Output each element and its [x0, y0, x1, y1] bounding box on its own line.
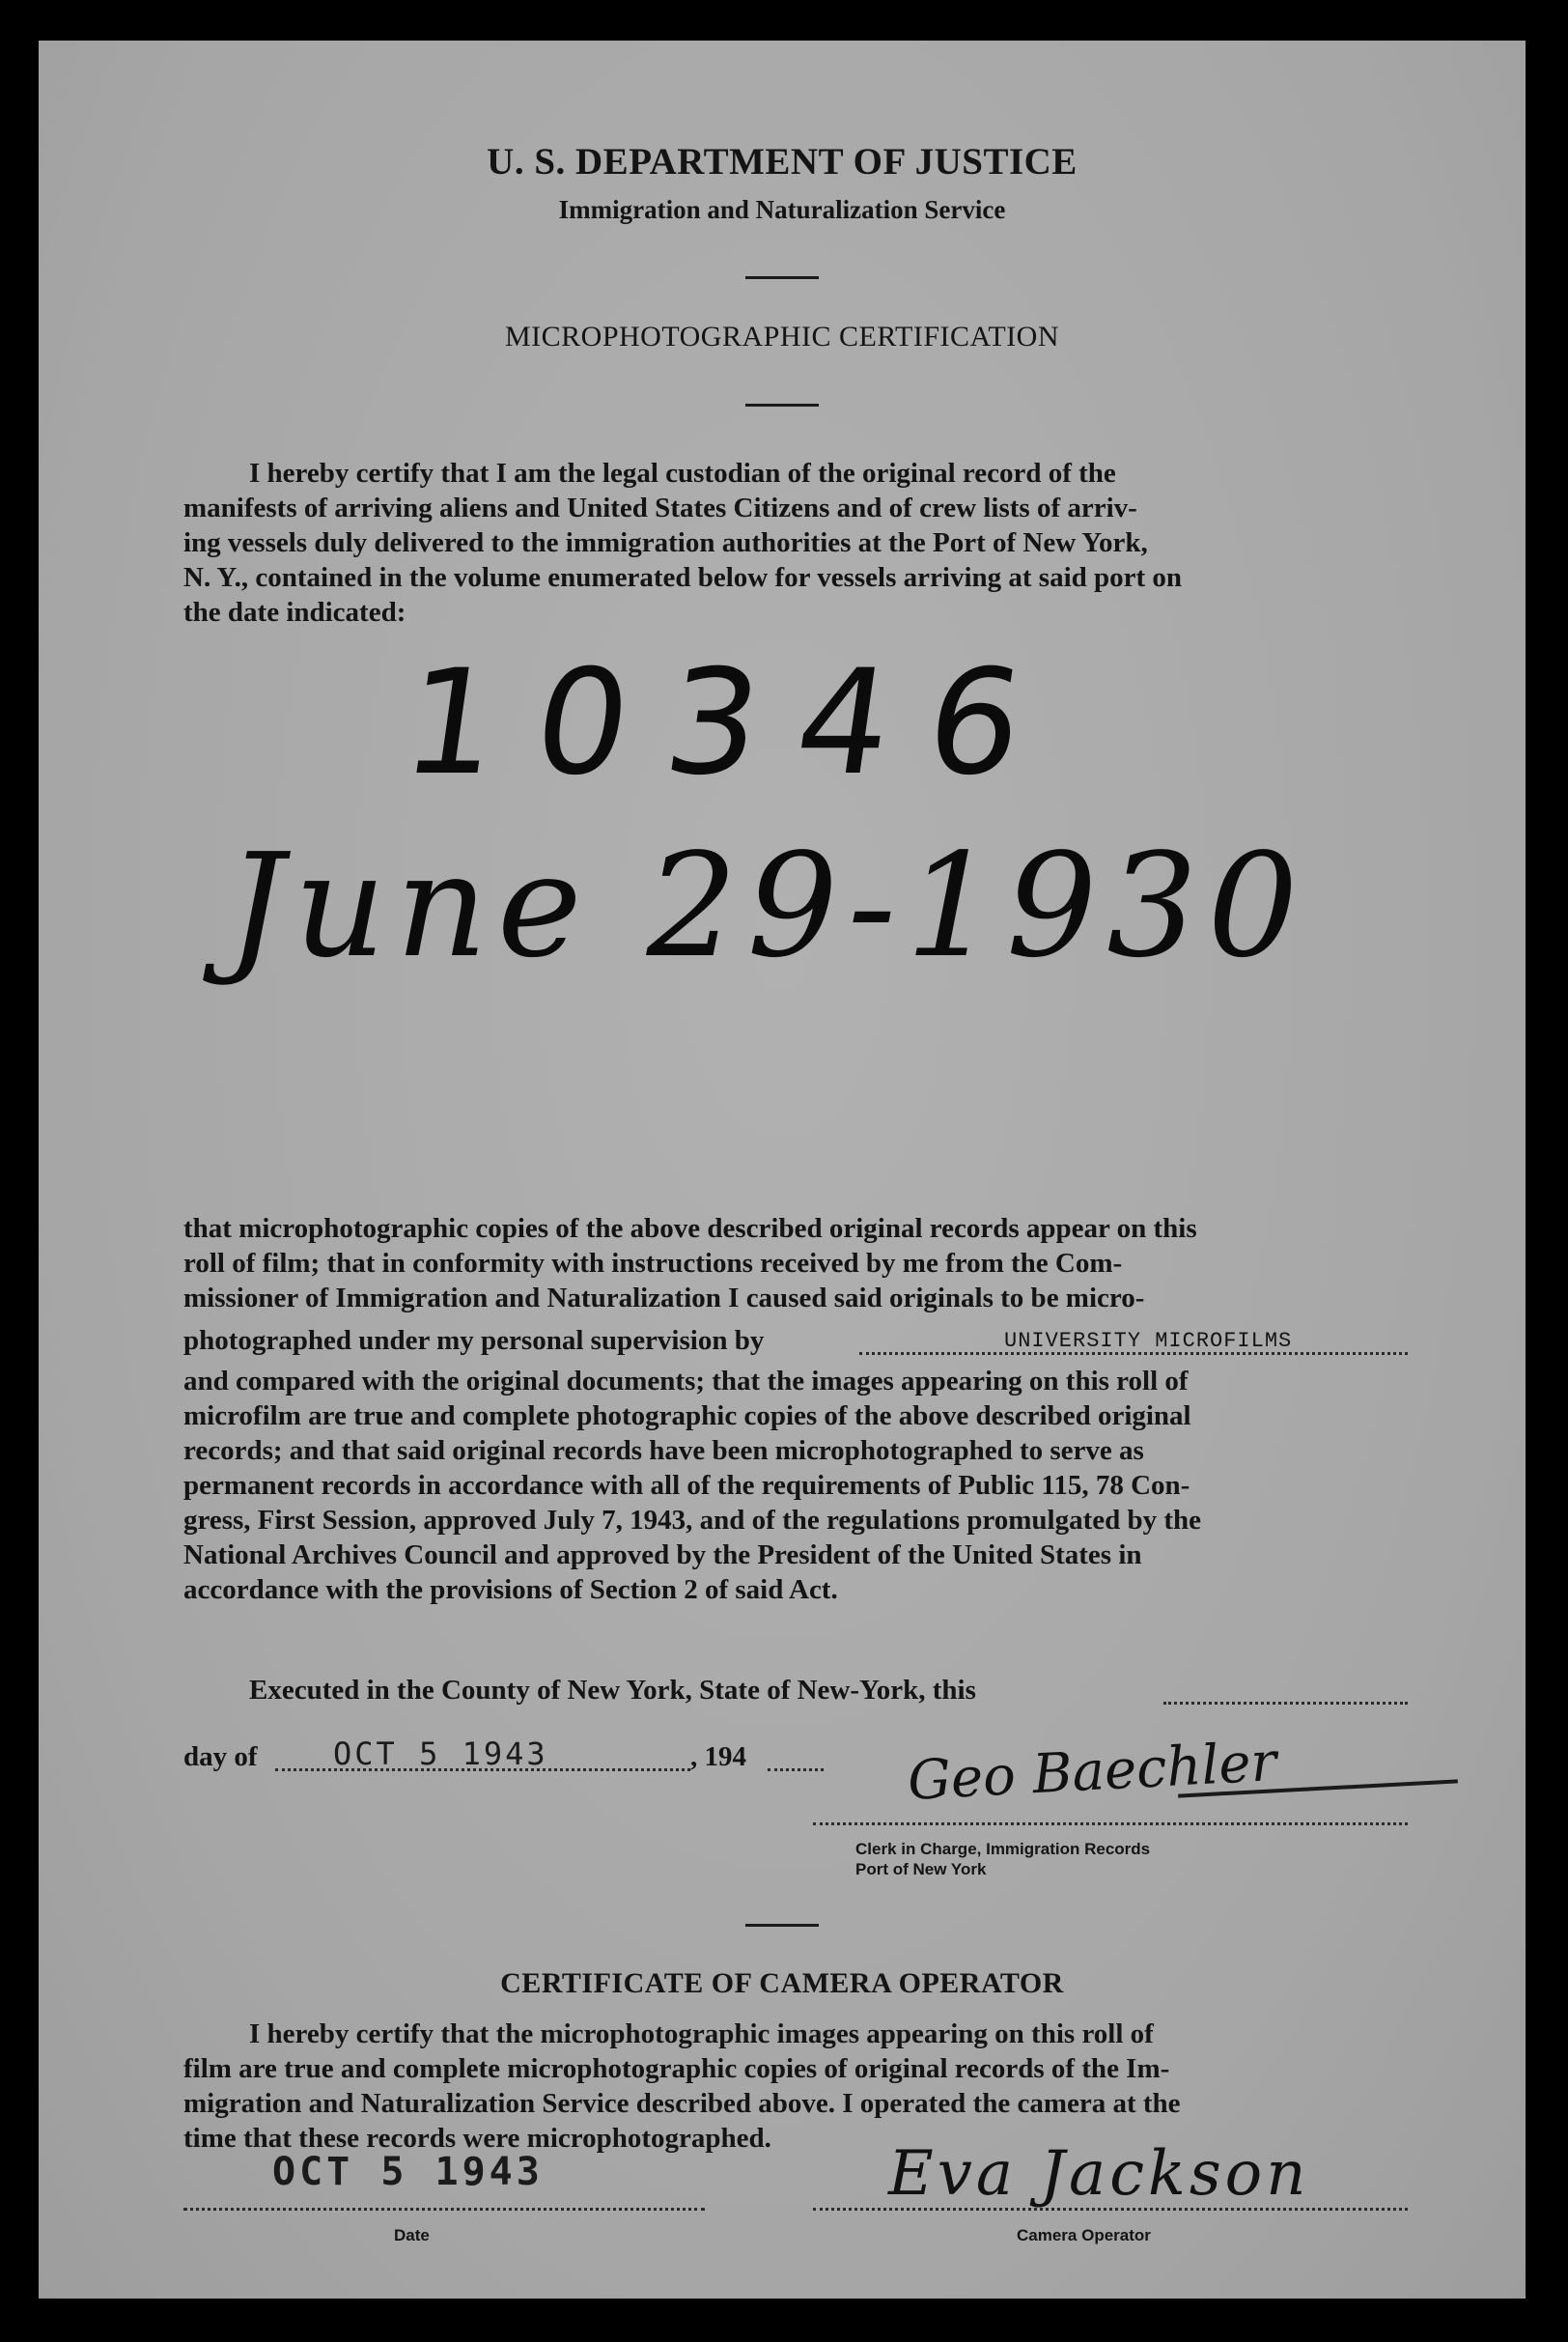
camera-line: migration and Naturalization Service described above. I operated the camera at the [183, 2088, 1181, 2119]
intro-line: N. Y., contained in the volume enumerated below for vessels arriving at said port on [183, 562, 1183, 593]
day-of-stamp: OCT 5 1943 [333, 1735, 548, 1772]
dotted-fill-line [768, 1768, 824, 1771]
body-line: microfilm are true and complete photographic copies of the above described original [183, 1400, 1191, 1431]
body-line: records; and that said original records have been microphotographed to serve as [183, 1435, 1144, 1466]
body-line: permanent records in accordance with all of the requirements of Public 115, 78 Con- [183, 1470, 1190, 1501]
divider [745, 404, 819, 407]
date-label: Date [394, 2226, 430, 2244]
volume-date-handwritten: June 29-1930 [227, 823, 1308, 989]
body-paragraph [183, 1211, 1408, 1315]
clerk-title [855, 1839, 1150, 1879]
year-suffix: , 194 [690, 1741, 746, 1772]
clerk-title-line: Port of New York [855, 1860, 987, 1878]
intro-line: I hereby certify that I am the legal custodian of the original record of the [249, 458, 1116, 489]
body-paragraph-2 [183, 1364, 1408, 1607]
photographed-by-label: photographed under my personal supervision by [183, 1325, 765, 1356]
certificate-page [39, 41, 1526, 2299]
body-line: that microphotographic copies of the above described original records appear on this [183, 1213, 1197, 1244]
dotted-fill-line [1163, 1702, 1408, 1705]
body-line: missioner of Immigration and Naturalization I caused said originals to be micro- [183, 1283, 1145, 1313]
body-line: roll of film; that in conformity with instructions received by me from the Com- [183, 1248, 1123, 1279]
executed-row [183, 1675, 1408, 1713]
executed-text: Executed in the County of New York, State of New-York, this [249, 1675, 976, 1706]
camera-line: film are true and complete microphotographic copies of original records of the Im- [183, 2053, 1170, 2084]
body-line: gress, First Session, approved July 7, 1943, and of the regulations promulgated by the [183, 1505, 1202, 1536]
volume-number-handwritten: 10346 [393, 639, 1072, 807]
camera-line: I hereby certify that the microphotographic images appearing on this roll of [249, 2018, 1154, 2049]
intro-line: manifests of arriving aliens and United States Citizens and of crew lists of arriv- [183, 493, 1137, 523]
day-of-label: day of [183, 1741, 258, 1772]
intro-line: the date indicated: [183, 597, 406, 628]
photographed-by-row [183, 1325, 1408, 1364]
clerk-title-line: Clerk in Charge, Immigration Records [855, 1840, 1151, 1858]
camera-operator-paragraph [183, 2017, 1408, 2156]
intro-paragraph [183, 456, 1408, 630]
divider [745, 276, 819, 279]
camera-date-stamp: OCT 5 1943 [272, 2150, 544, 2194]
clerk-signature: Geo Baechler [906, 1731, 1278, 1813]
date-line [183, 2208, 705, 2211]
operator-label: Camera Operator [1017, 2226, 1151, 2244]
department-title: U. S. DEPARTMENT OF JUSTICE [487, 141, 1078, 183]
section-title: MICROPHOTOGRAPHIC CERTIFICATION [504, 321, 1060, 353]
camera-line: time that these records were microphotographed. [183, 2123, 771, 2154]
signature-line [813, 1822, 1408, 1825]
day-of-row [183, 1735, 859, 1782]
body-line: accordance with the provisions of Section 2 of said Act. [183, 1574, 838, 1605]
photographed-by-value: UNIVERSITY MICROFILMS [1004, 1329, 1293, 1353]
operator-line [813, 2208, 1408, 2211]
intro-line: ing vessels duly delivered to the immigration authorities at the Port of New York, [183, 527, 1148, 558]
operator-signature: Eva Jackson [888, 2138, 1310, 2210]
camera-operator-title: CERTIFICATE OF CAMERA OPERATOR [500, 1967, 1064, 1999]
divider [745, 1924, 819, 1927]
body-line: National Archives Council and approved by the President of the United States in [183, 1539, 1142, 1570]
service-subtitle: Immigration and Naturalization Service [558, 195, 1006, 224]
body-line: and compared with the original documents; that the images appearing on this roll of [183, 1366, 1189, 1397]
